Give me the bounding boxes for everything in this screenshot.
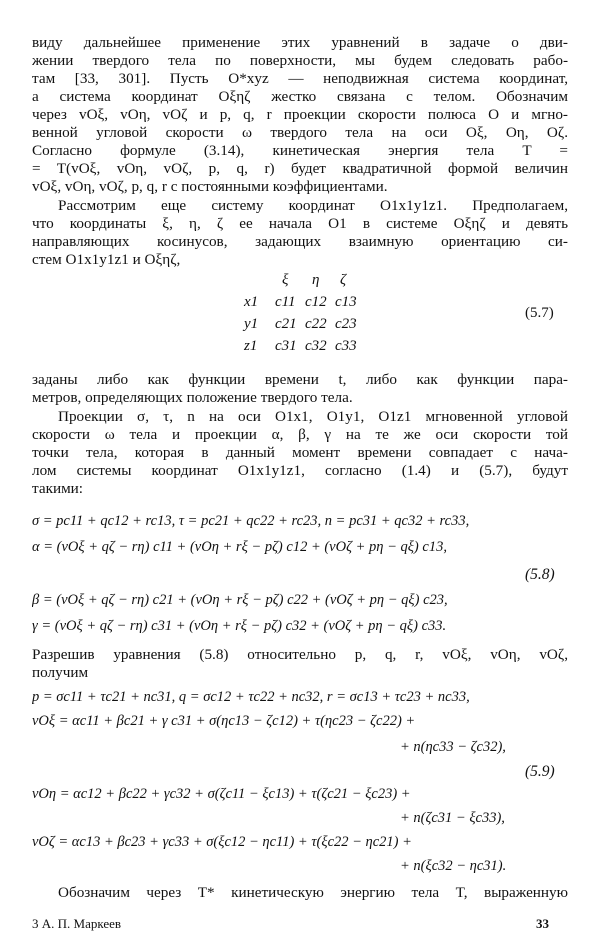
text-line: метров, определяющих положение твердого тела. xyxy=(32,389,353,406)
matrix-col-header: η xyxy=(312,272,320,288)
matrix-cell: c33 xyxy=(335,338,357,354)
text-line: получим xyxy=(32,664,89,681)
signature-mark: 3 А. П. Маркеев xyxy=(32,916,122,931)
matrix-cell: c13 xyxy=(335,294,357,310)
equation-line: + n(ξc32 − ηc31). xyxy=(400,858,507,874)
page-number: 33 xyxy=(536,916,549,931)
text-line: жении твердого тела по поверхности, мы будем следовать рабо- xyxy=(32,52,568,69)
matrix-cell: c11 xyxy=(275,294,296,310)
equation-number: (5.8) xyxy=(525,566,555,583)
text-line: стем O1x1y1z1 и Oξηζ, xyxy=(32,251,181,268)
text-line: что координаты ξ, η, ζ ее начала O1 в системе Oξηζ и девять xyxy=(32,215,568,232)
text-line: Рассмотрим еще систему координат O1x1y1z1. Предполагаем, xyxy=(58,197,568,214)
equation-line: vOζ = αc13 + βc23 + γc33 + σ(ξc12 − ηc11) + τ(ξc22 − ηc21) + xyxy=(32,834,412,850)
equation-line: vOξ = αc11 + βc21 + γ c31 + σ(ηc13 − ζc12) + τ(ηc23 − ζc22) + xyxy=(32,713,416,729)
matrix-col-header: ζ xyxy=(340,272,347,288)
equation-line: α = (vOξ + qζ − rη) c11 + (vOη + rξ − pζ) c12 + (vOζ + pη − qξ) c13, xyxy=(32,539,447,555)
equation-line: p = σc11 + τc21 + nc31, q = σc12 + τc22 + nc32, r = σc13 + τc23 + nc33, xyxy=(32,689,470,705)
text-line: точки тела, которая в данный момент времени совпадает с нача- xyxy=(32,444,568,461)
matrix-cell: c21 xyxy=(275,316,297,332)
equation-line: σ = pc11 + qc12 + rc13, τ = pc21 + qc22 + rc23, n = pc31 + qc32 + rc33, xyxy=(32,513,470,529)
text-line: скорости ω тела и проекции α, β, γ на те же оси скорости той xyxy=(32,426,568,443)
equation-number: (5.9) xyxy=(525,763,555,780)
text-line: Разрешив уравнения (5.8) относительно p, q, r, vOξ, vOη, vOζ, xyxy=(32,646,568,663)
text-line: заданы либо как функции времени t, либо как функции пара- xyxy=(32,371,568,388)
matrix-row-label: z1 xyxy=(244,338,258,354)
equation-line: vOη = αc12 + βc22 + γc32 + σ(ζc11 − ξc13) + τ(ζc21 − ξc23) + xyxy=(32,786,411,802)
text-line: Проекции σ, τ, n на оси O1x1, O1y1, O1z1 мгновенной угловой xyxy=(58,408,568,425)
text-line: виду дальнейшее применение этих уравнений в задаче о дви- xyxy=(32,34,568,51)
text-line: там [33, 301]. Пусть O*xyz — неподвижная система координат, xyxy=(32,70,568,87)
matrix-cell: c12 xyxy=(305,294,327,310)
equation-line: + n(ζc31 − ξc33), xyxy=(400,810,505,826)
matrix-cell: c23 xyxy=(335,316,357,332)
equation-line: γ = (vOξ + qζ − rη) c31 + (vOη + rξ − pζ) c32 + (vOζ + pη − qξ) c33. xyxy=(32,618,447,634)
text-line: через vOξ, vOη, vOζ и p, q, r проекции скорости полюса O и мгно- xyxy=(32,106,568,123)
matrix-cell: c31 xyxy=(275,338,297,354)
matrix-col-header: ξ xyxy=(282,272,289,288)
text-line: = T(vOξ, vOη, vOζ, p, q, r) будет квадратичной формой величин xyxy=(32,160,568,177)
equation-number: (5.7) xyxy=(525,305,554,321)
text-line: Обозначим через T* кинетическую энергию тела T, выраженную xyxy=(58,884,568,901)
matrix-row-label: y1 xyxy=(244,316,259,332)
text-line: vOξ, vOη, vOζ, p, q, r с постоянными коэффициентами. xyxy=(32,178,388,195)
text-line: лом системы координат O1x1y1z1, согласно (1.4) и (5.7), будут xyxy=(32,462,568,479)
text-line: Согласно формуле (3.14), кинетическая энергия тела T = xyxy=(32,142,568,159)
text-line: такими: xyxy=(32,480,84,497)
equation-line: + n(ηc33 − ζc32), xyxy=(400,739,506,755)
matrix-cell: c22 xyxy=(305,316,327,332)
text-line: а система координат Oξηζ жестко связана с телом. Обозначим xyxy=(32,88,568,105)
equation-line: β = (vOξ + qζ − rη) c21 + (vOη + rξ − pζ) c22 + (vOζ + pη − qξ) c23, xyxy=(32,592,448,608)
matrix-row-label: x1 xyxy=(244,294,259,310)
text-line: венной угловой скорости ω твердого тела на оси Oξ, Oη, Oζ. xyxy=(32,124,568,141)
text-line: направляющих косинусов, задающих взаимную ориентацию си- xyxy=(32,233,568,250)
matrix-cell: c32 xyxy=(305,338,327,354)
